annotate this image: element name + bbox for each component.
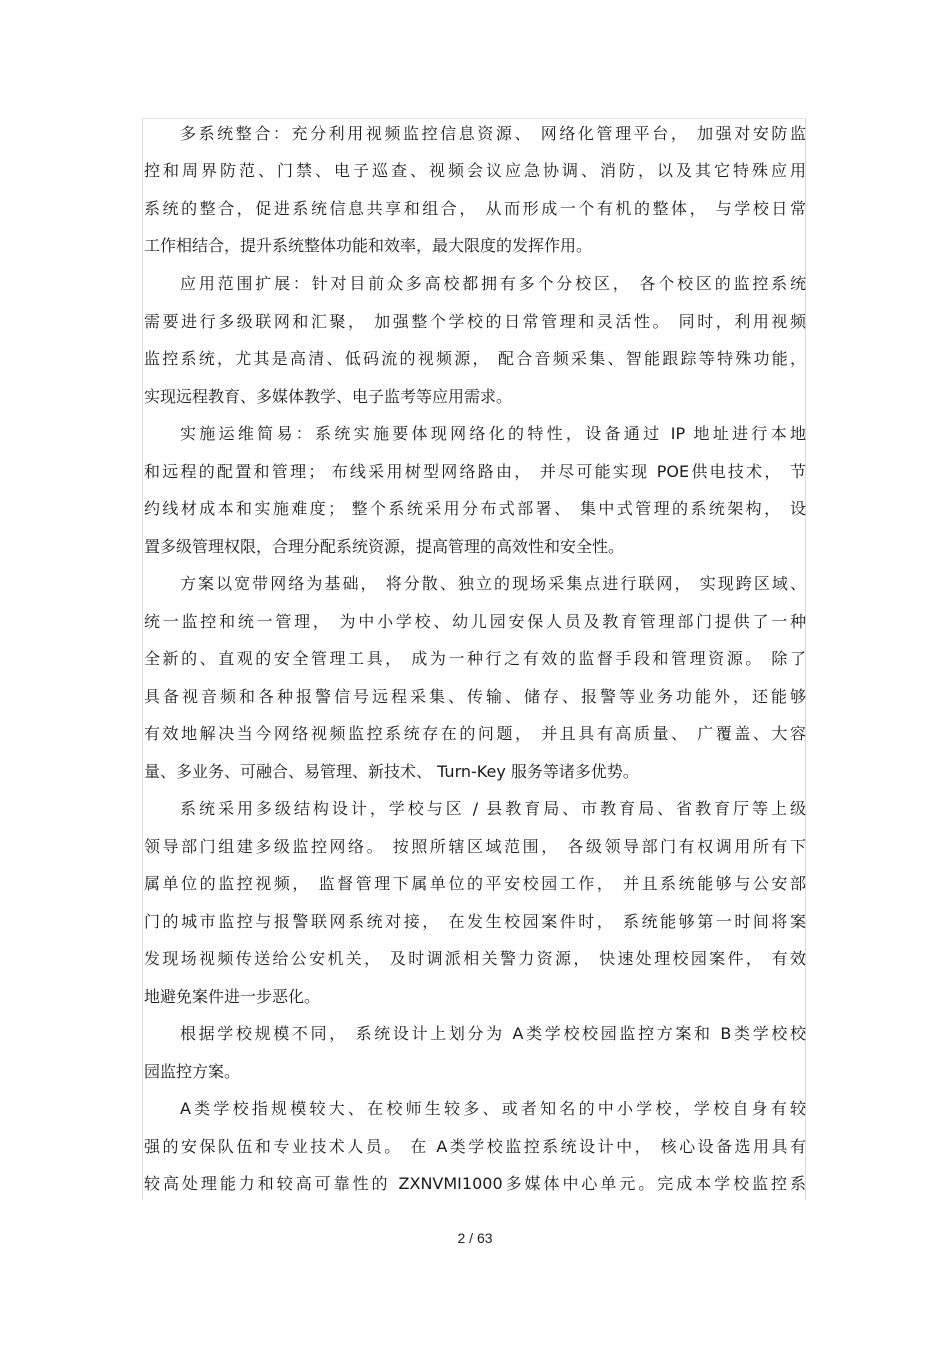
paragraph-line: 发现场视频传送给公安机关， 及时调派相关警力资源， 快速处理校园案件， 有效 <box>144 949 806 968</box>
paragraph-line: 根据学校规模不同， 系统设计上划分为 A类学校校园监控方案和 B类学校校 <box>180 1024 806 1043</box>
paragraph-line: 监控系统，尤其是高清、低码流的视频源， 配合音频采集、智能跟踪等特殊功能， <box>144 349 806 368</box>
paragraph-line: 较高处理能力和较高可靠性的 ZXNVMI1000多媒体中心单元。完成本学校监控系 <box>144 1174 806 1193</box>
paragraph-line: 和远程的配置和管理； 布线采用树型网络路由， 并尽可能实现 POE供电技术， 节 <box>144 462 806 481</box>
paragraph-line: 需要进行多级联网和汇聚， 加强整个学校的日常管理和灵活性。 同时，利用视频 <box>144 312 806 331</box>
paragraph-line: 实施运维简易：系统实施要体现网络化的特性，设备通过 IP 地址进行本地 <box>180 424 806 443</box>
paragraph-line: 置多级管理权限，合理分配系统资源，提高管理的高效性和安全性。 <box>144 537 625 556</box>
paragraph-line: 量、多业务、可融合、易管理、新技术、 Turn-Key 服务等诸多优势。 <box>144 762 639 781</box>
paragraph-line: 园监控方案。 <box>144 1062 241 1081</box>
paragraph-line: 强的安保队伍和专业技术人员。 在 A类学校监控系统设计中， 核心设备选用具有 <box>144 1137 806 1156</box>
paragraph-line: 全新的、直观的安全管理工具， 成为一种行之有效的监督手段和管理资源。 除了 <box>144 649 806 668</box>
paragraph-line: 属单位的监控视频， 监督管理下属单位的平安校园工作， 并且系统能够与公安部 <box>144 874 806 893</box>
paragraph-line: 有效地解决当今网络视频监控系统存在的问题， 并且具有高质量、 广覆盖、大容 <box>144 724 806 743</box>
paragraph-line: 地避免案件进一步恶化。 <box>144 987 321 1006</box>
paragraph-line: 实现远程教育、多媒体教学、电子监考等应用需求。 <box>144 387 513 406</box>
paragraph-line: 工作相结合，提升系统整体功能和效率，最大限度的发挥作用。 <box>144 236 593 255</box>
paragraph-line: 统一监控和统一管理， 为中小学校、幼儿园安保人员及教育管理部门提供了一种 <box>144 612 806 631</box>
paragraph-line: 具备视音频和各种报警信号远程采集、传输、储存、报警等业务功能外，还能够 <box>144 687 806 706</box>
paragraph-line: 控和周界防范、门禁、电子巡查、视频会议应急协调、消防，以及其它特殊应用 <box>144 161 806 180</box>
paragraph-line: 约线材成本和实施难度； 整个系统采用分布式部署、 集中式管理的系统架构， 设 <box>144 499 806 518</box>
paragraph-line: 领导部门组建多级监控网络。 按照所辖区域范围， 各级领导部门有权调用所有下 <box>144 837 806 856</box>
paragraph-line: 系统的整合，促进系统信息共享和组合， 从而形成一个有机的整体， 与学校日常 <box>144 199 806 218</box>
paragraph-line: 系统采用多级结构设计，学校与区 / 县教育局、市教育局、省教育厅等上级 <box>180 799 806 818</box>
paragraph-line: A类学校指规模较大、在校师生较多、或者知名的中小学校，学校自身有较 <box>180 1099 806 1118</box>
paragraph-line: 多系统整合：充分利用视频监控信息资源、 网络化管理平台， 加强对安防监 <box>180 124 806 143</box>
paragraph-line: 应用范围扩展：针对目前众多高校都拥有多个分校区， 各个校区的监控系统 <box>180 274 806 293</box>
page-number: 2 / 63 <box>457 1230 493 1246</box>
paragraph-line: 门的城市监控与报警联网系统对接， 在发生校园案件时， 系统能够第一时间将案 <box>144 912 806 931</box>
paragraph-line: 方案以宽带网络为基础， 将分散、独立的现场采集点进行联网， 实现跨区域、 <box>180 574 806 593</box>
